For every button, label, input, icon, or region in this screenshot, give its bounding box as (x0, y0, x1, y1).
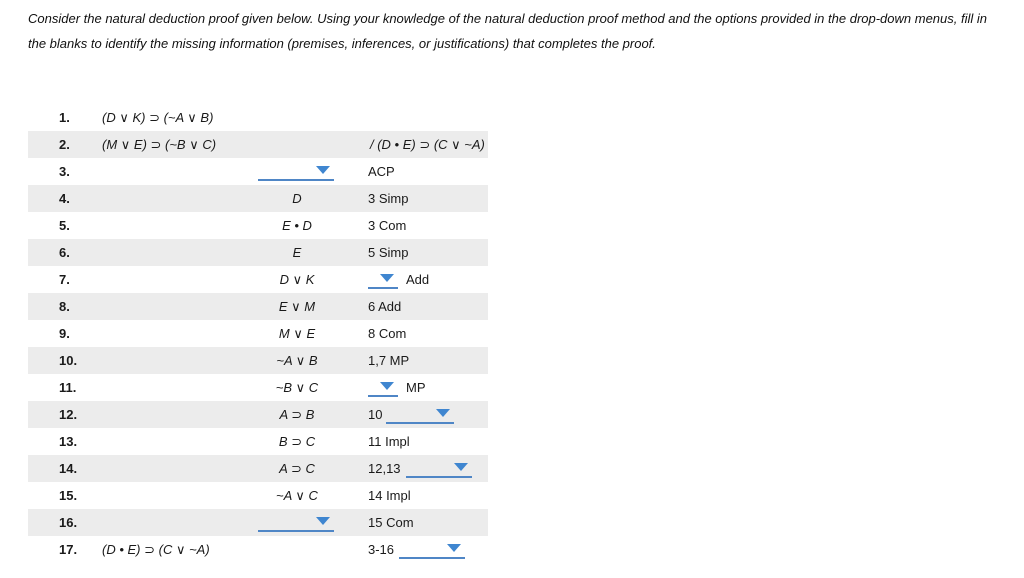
premise (102, 401, 242, 428)
justification: 15 Com (352, 509, 488, 536)
proof-line-15 (28, 482, 488, 509)
premise (102, 509, 242, 536)
inference: M ∨ E (278, 325, 316, 341)
justification-cell (352, 374, 488, 401)
proof-line-10 (28, 347, 488, 374)
inference: ~B ∨ C (275, 379, 319, 395)
justification: 11 Impl (368, 434, 410, 449)
premise: (D • E) ⊃ (C ∨ ~A) (102, 541, 210, 557)
proof-line-3 (28, 158, 488, 185)
line-number: 1. (59, 110, 70, 125)
premise (102, 347, 242, 374)
chevron-down-icon (316, 517, 330, 525)
justification-lines: 12,13 (368, 461, 401, 476)
line-number: 6. (28, 239, 102, 266)
inference (242, 131, 352, 158)
inference: D (242, 185, 352, 212)
justification-dropdown-line-7[interactable] (368, 271, 398, 289)
chevron-down-icon (380, 274, 394, 282)
premise (102, 293, 242, 320)
justification-cell (352, 536, 488, 563)
conclusion-goal: / (D • E) ⊃ (C ∨ ~A) (352, 131, 488, 158)
premise (102, 455, 242, 482)
justification-rule: Add (406, 272, 430, 287)
inference: D ∨ K (279, 271, 315, 287)
proof-table (28, 104, 488, 563)
chevron-down-icon (436, 409, 450, 417)
line-number: 3. (59, 164, 70, 179)
justification-cell (352, 401, 488, 428)
line-number: 4. (28, 185, 102, 212)
premise (102, 374, 242, 401)
inference: ~A ∨ B (242, 347, 352, 374)
line-number: 17. (59, 542, 78, 557)
proof-line-16 (28, 509, 488, 536)
inference: E (242, 239, 352, 266)
proof-line-14 (28, 455, 488, 482)
line-number: 13. (59, 434, 78, 449)
chevron-down-icon (454, 463, 468, 471)
line-number: 12. (28, 401, 102, 428)
premise: (D ∨ K) ⊃ (~A ∨ B) (102, 109, 214, 125)
line-number: 9. (59, 326, 70, 341)
proof-line-7 (28, 266, 488, 293)
proof-line-13 (28, 428, 488, 455)
proof-line-1 (28, 104, 488, 131)
premise (102, 185, 242, 212)
proof-line-12 (28, 401, 488, 428)
inference: E • D (282, 218, 312, 233)
justification: 5 Simp (352, 239, 488, 266)
justification: 14 Impl (368, 488, 411, 503)
justification: 3 Com (368, 218, 407, 233)
instructions-text: Consider the natural deduction proof given below. Using your knowledge of the natural deduction proof method and the options provided in the drop-down menus, fill in the blanks to identify the missing information (premises, inferences, or justifications) that completes the proof. (28, 11, 987, 51)
justification-lines: 3-16 (368, 542, 395, 557)
justification: 8 Com (368, 326, 407, 341)
premise (102, 239, 242, 266)
inference-dropdown-line-3[interactable] (258, 163, 334, 181)
inference: ~A ∨ C (276, 487, 318, 503)
justification-dropdown-line-14[interactable] (406, 460, 472, 478)
proof-line-17 (28, 536, 488, 563)
justification: 3 Simp (352, 185, 488, 212)
inference (242, 536, 352, 563)
justification-lines: 10 (368, 407, 383, 422)
inference (242, 104, 352, 131)
justification-dropdown-line-11[interactable] (368, 379, 398, 397)
inference-cell (242, 509, 352, 536)
premise (102, 320, 242, 347)
premise (102, 266, 242, 293)
proof-line-2 (28, 131, 488, 158)
justification-rule: MP (406, 380, 426, 395)
inference-dropdown-line-16[interactable] (258, 514, 334, 532)
proof-line-11 (28, 374, 488, 401)
justification: 6 Add (352, 293, 488, 320)
justification-cell (352, 455, 488, 482)
line-number: 11. (59, 380, 77, 395)
premise (102, 212, 242, 239)
line-number: 14. (28, 455, 102, 482)
premise (102, 428, 242, 455)
inference: E ∨ M (242, 293, 352, 320)
line-number: 15. (59, 488, 78, 503)
line-number: 10. (28, 347, 102, 374)
justification-dropdown-line-17[interactable] (399, 541, 465, 559)
line-number: 5. (59, 218, 70, 233)
proof-line-9 (28, 320, 488, 347)
line-number: 8. (28, 293, 102, 320)
premise (102, 158, 242, 185)
chevron-down-icon (380, 382, 394, 390)
justification (352, 104, 488, 131)
chevron-down-icon (447, 544, 461, 552)
line-number: 2. (28, 131, 102, 158)
premise (102, 482, 242, 509)
proof-line-4 (28, 185, 488, 212)
justification-dropdown-line-12[interactable] (386, 406, 454, 424)
line-number: 7. (59, 272, 70, 287)
justification: ACP (368, 164, 395, 179)
justification-cell (352, 266, 488, 293)
inference-cell (242, 158, 352, 185)
justification: 1,7 MP (352, 347, 488, 374)
proof-line-8 (28, 293, 488, 320)
inference: A ⊃ B (242, 401, 352, 428)
chevron-down-icon (316, 166, 330, 174)
inference: B ⊃ C (278, 433, 316, 449)
line-number: 16. (28, 509, 102, 536)
proof-line-6 (28, 239, 488, 266)
proof-line-5 (28, 212, 488, 239)
premise: (M ∨ E) ⊃ (~B ∨ C) (102, 131, 242, 158)
inference: A ⊃ C (242, 455, 352, 482)
